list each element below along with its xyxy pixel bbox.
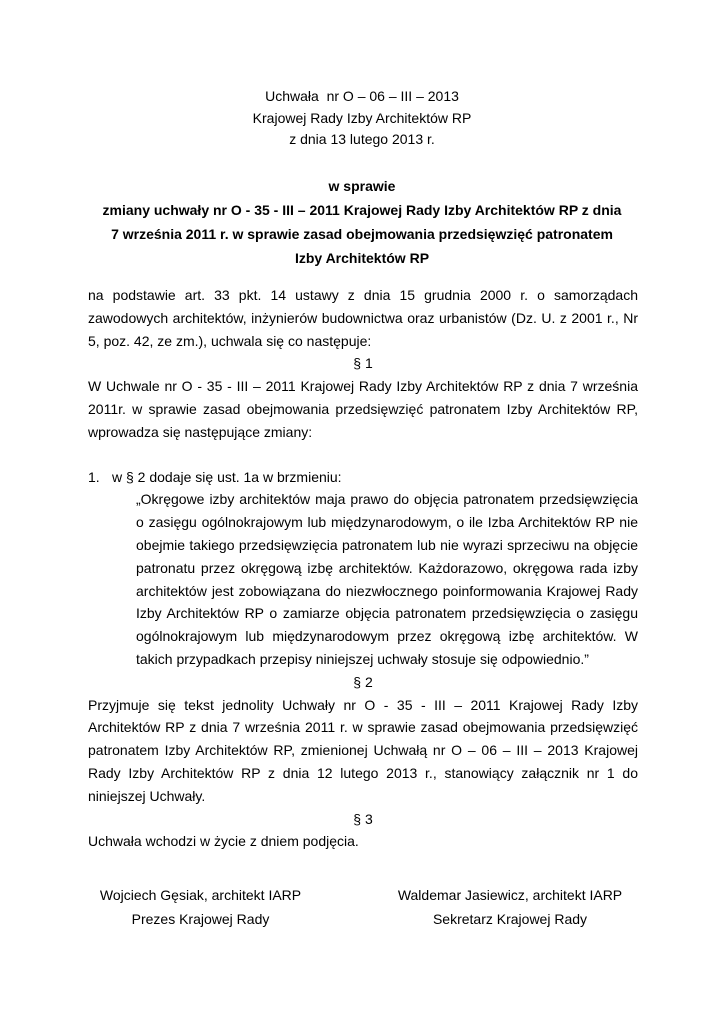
signatory-role-right: Sekretarz Krajowej Rady: [432, 911, 588, 927]
section-1-mark: § 1: [353, 355, 373, 372]
resolution-number: Uchwała nr O – 06 – III – 2013: [265, 88, 459, 104]
section-2-mark: § 2: [353, 673, 373, 690]
preamble: na podstawie art. 33 pkt. 14 ustawy z dnia 15 grudnia 2000 r. o samorządach zawodowych architektów, inżynierów budownictwa oraz urbanistów (Dz. U. z 2001 r., Nr 5, poz. 42, ze zm.), uchwala się co następuje:: [88, 287, 638, 349]
signatory-name-right: Waldemar Jasiewicz, architekt IARP: [397, 887, 623, 903]
resolution-date: z dnia 13 lutego 2013 r.: [289, 131, 435, 147]
amendment-item-1: [88, 466, 638, 671]
item-intro: w § 2 dodaje się ust. 1a w brzmieniu:: [112, 468, 342, 485]
section-3-text: Uchwała wchodzi w życie z dniem podjęcia.: [88, 833, 359, 850]
title-line-3: 7 września 2011 r. w sprawie zasad obejmowania przedsięwzięć patronatem: [111, 226, 613, 242]
title-line-4: Izby Architektów RP: [294, 250, 430, 266]
resolution-title: [0, 174, 724, 270]
signature-left: [88, 883, 313, 931]
issuing-body: Krajowej Rady Izby Architektów RP: [252, 109, 472, 126]
resolution-header: [0, 86, 724, 151]
item-quote: „Okręgowe izby architektów maja prawo do objęcia patronatem przedsięwzięcia o zasięgu ogólnokrajowym lub międzynarodowym, o ile Izba Architektów RP nie obejmie takiego przedsięwzięcia patronatem lub nie wyrazi sprzeciwu na objęcie patronatu przez okręgową izbę architektów. Każdorazowo, okręgowa rada izby architektów jest zobowiązana do niezwłocznego poinformowania Krajowej Rady Izby Architektów RP o zamiarze objęcia patronatem przedsięwzięcia o zasięgu ogólnokrajowym lub międzynarodowym przez okręgową izbę architektów. W takich przypadkach przepisy niniejszej uchwały stosuje się odpowiednio.”: [136, 491, 638, 667]
section-2-text: Przyjmuje się tekst jednolity Uchwały nr O - 35 - III – 2011 Krajowej Rady Izby Architektów RP z dnia 7 września 2011 r. w sprawie zasad obejmowania przedsięwzięć patronatem Izby Architektów RP, zmienionej Uchwałą nr O – 06 – III – 2013 Krajowej Rady Izby Architektów RP z dnia 12 lutego 2013 r., stanowiący załącznik nr 1 do niniejszej Uchwały.: [88, 696, 638, 804]
section-3-mark: § 3: [353, 810, 373, 827]
item-number: 1.: [88, 468, 100, 485]
signature-right: [390, 883, 630, 931]
signatory-role-left: Prezes Krajowej Rady: [131, 911, 270, 927]
resolution-body: [88, 284, 638, 853]
signatory-name-left: Wojciech Gęsiak, architekt IARP: [99, 887, 302, 903]
section-1-text: W Uchwale nr O - 35 - III – 2011 Krajowej Rady Izby Architektów RP z dnia 7 września 2011r. w sprawie zasad obejmowania przedsięwzięć patronatem Izby Architektów RP, wprowadza się następujące zmiany:: [88, 378, 638, 440]
title-line-2: zmiany uchwały nr O - 35 - III – 2011 Krajowej Rady Izby Architektów RP z dnia: [102, 202, 622, 218]
title-line-1: w sprawie: [328, 178, 396, 194]
